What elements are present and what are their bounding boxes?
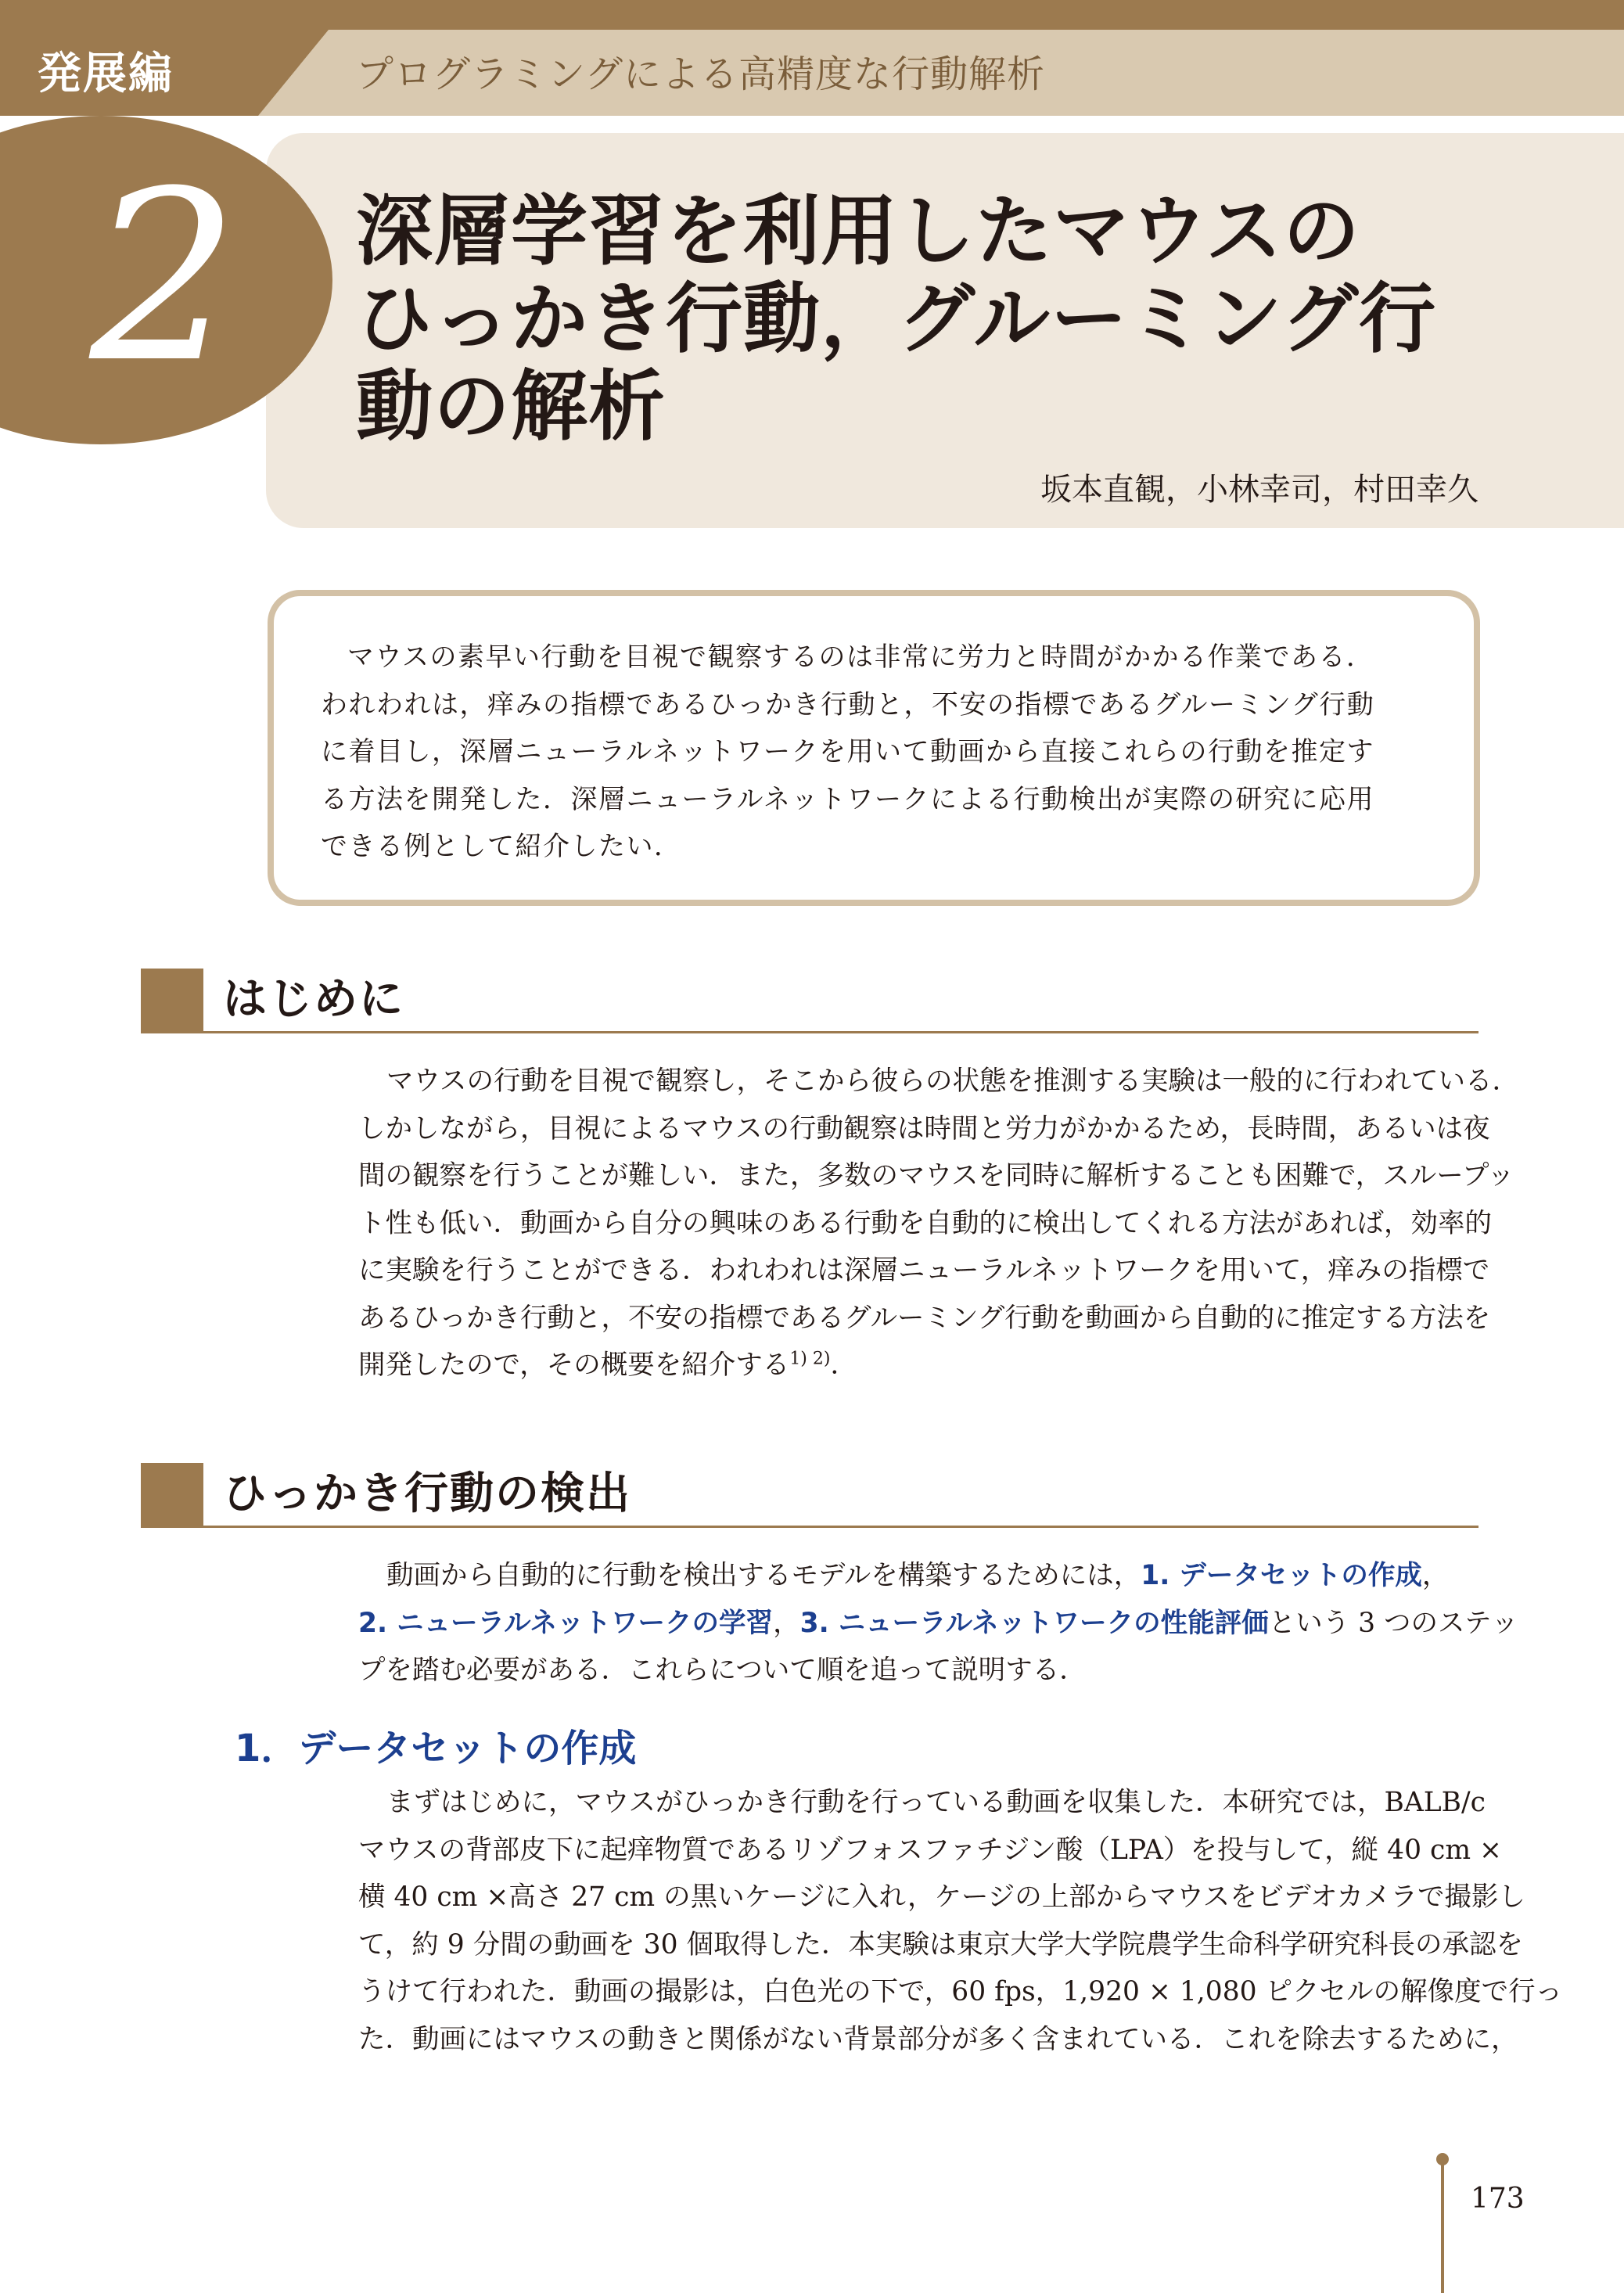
- section-rule: [141, 1526, 1478, 1528]
- body-line: プを踏む必要がある．これらについて順を追って説明する．: [358, 1655, 1087, 1686]
- section-rule: [141, 1031, 1478, 1033]
- series-tab-label: 発展編: [38, 49, 174, 99]
- body-line: 間の観察を行うことが難しい．また，多数のマウスを同時に解析することも困難で，スループッ: [358, 1160, 1514, 1191]
- abstract-line: われわれは，痒みの指標であるひっかき行動と，不安の指標であるグルーミング行動: [321, 688, 1375, 721]
- header-top-strip: [0, 0, 1624, 30]
- chapter-title-line: ひっかき行動，グルーミング行: [356, 275, 1437, 364]
- abstract-line: に着目し，深層ニューラルネットワークを用いて動画から直接これらの行動を推定す: [321, 736, 1374, 767]
- body-text: ，: [773, 1607, 800, 1639]
- abstract-line: マウスの素早い行動を目視で観察するのは非常に労力と時間がかかる作業である．: [347, 642, 1374, 673]
- chapter-title-line: 深層学習を利用したマウスの: [356, 187, 1361, 276]
- body-line: に実験を行うことができる．われわれは深層ニューラルネットワークを用いて，痒みの指標で: [358, 1255, 1490, 1286]
- body-line: うけて行われた．動画の撮影は，白色光の下で，60 fps，1,920 × 1,080 ピクセルの解像度で行っ: [358, 1976, 1563, 2007]
- body-line: あるひっかき行動と，不安の指標であるグルーミング行動を動画から自動的に推定する方法を: [358, 1302, 1491, 1334]
- reference-superscript: 1) 2): [789, 1349, 831, 1369]
- abstract-text: [321, 634, 1432, 871]
- subsection-dataset-body: [358, 1779, 1563, 2063]
- body-text: 開発したので，その概要を紹介する: [358, 1350, 790, 1381]
- body-line: [358, 1552, 1485, 1600]
- authors: 坂本直観，小林幸司，村田幸久: [1040, 472, 1478, 508]
- step-highlight: 3. ニューラルネットワークの性能評価: [799, 1607, 1269, 1639]
- section-scratch-body: [358, 1552, 1518, 1695]
- section-title-scratch-detection: ひっかき行動の検出: [223, 1468, 631, 1519]
- abstract-line: できる例として紹介したい．: [321, 831, 682, 862]
- section-marker: [141, 969, 203, 1031]
- body-line: て，約 9 分間の動画を 30 個取得した．本実験は東京大学大学院農学生命科学研究科長の承認を: [358, 1928, 1524, 1961]
- page-number: 173: [1471, 2183, 1525, 2215]
- body-line: しかしながら，目視によるマウスの行動観察は時間と労力がかかるため，長時間，あるいは夜: [358, 1112, 1490, 1145]
- section-marker: [141, 1463, 203, 1526]
- subsection-title-dataset: 1．データセットの作成: [235, 1727, 637, 1770]
- chapter-title-line: 動の解析: [356, 362, 666, 451]
- page-number-rule: [1441, 2158, 1444, 2293]
- page-number-dot: [1436, 2153, 1449, 2165]
- body-text: ．: [830, 1350, 857, 1381]
- body-text: ，: [1421, 1560, 1450, 1591]
- series-subtitle: プログラミングによる高精度な行動解析: [356, 52, 1046, 96]
- body-line: [358, 1600, 1518, 1648]
- body-line: マウスの行動を目視で観察し，そこから彼らの状態を推測する実験は一般的に行われている．: [386, 1066, 1519, 1097]
- body-text: 動画から自動的に行動を検出するモデルを構築するためには，: [386, 1560, 1141, 1591]
- body-line: 横 40 cm ×高さ 27 cm の黒いケージに入れ，ケージの上部からマウスをビデオカメラで撮影し: [358, 1881, 1526, 1913]
- chapter-title: [356, 188, 1576, 451]
- body-line: まずはじめに，マウスがひっかき行動を行っている動画を収集した．本研究では，BALB/c: [386, 1787, 1486, 1818]
- step-highlight: 1. データセットの作成: [1141, 1560, 1422, 1591]
- body-line: マウスの背部皮下に起痒物質であるリゾフォスファチジン酸（LPA）を投与して，縦 40 cm ×: [358, 1834, 1502, 1866]
- body-line: た．動画にはマウスの動きと関係がない背景部分が多く含まれている．これを除去するために，: [358, 2023, 1518, 2055]
- section-title-intro: はじめに: [223, 974, 404, 1025]
- chapter-number: 2: [89, 141, 239, 414]
- body-line: [358, 1342, 1485, 1389]
- body-text: という 3 つのステッ: [1268, 1607, 1518, 1639]
- section-intro-body: [358, 1058, 1519, 1389]
- abstract-line: る方法を開発した．深層ニューラルネットワークによる行動検出が実際の研究に応用: [321, 783, 1374, 815]
- body-line: ト性も低い．動画から自分の興味のある行動を自動的に検出してくれる方法があれば，効率的: [358, 1207, 1492, 1239]
- step-highlight: 2. ニューラルネットワークの学習: [358, 1607, 774, 1639]
